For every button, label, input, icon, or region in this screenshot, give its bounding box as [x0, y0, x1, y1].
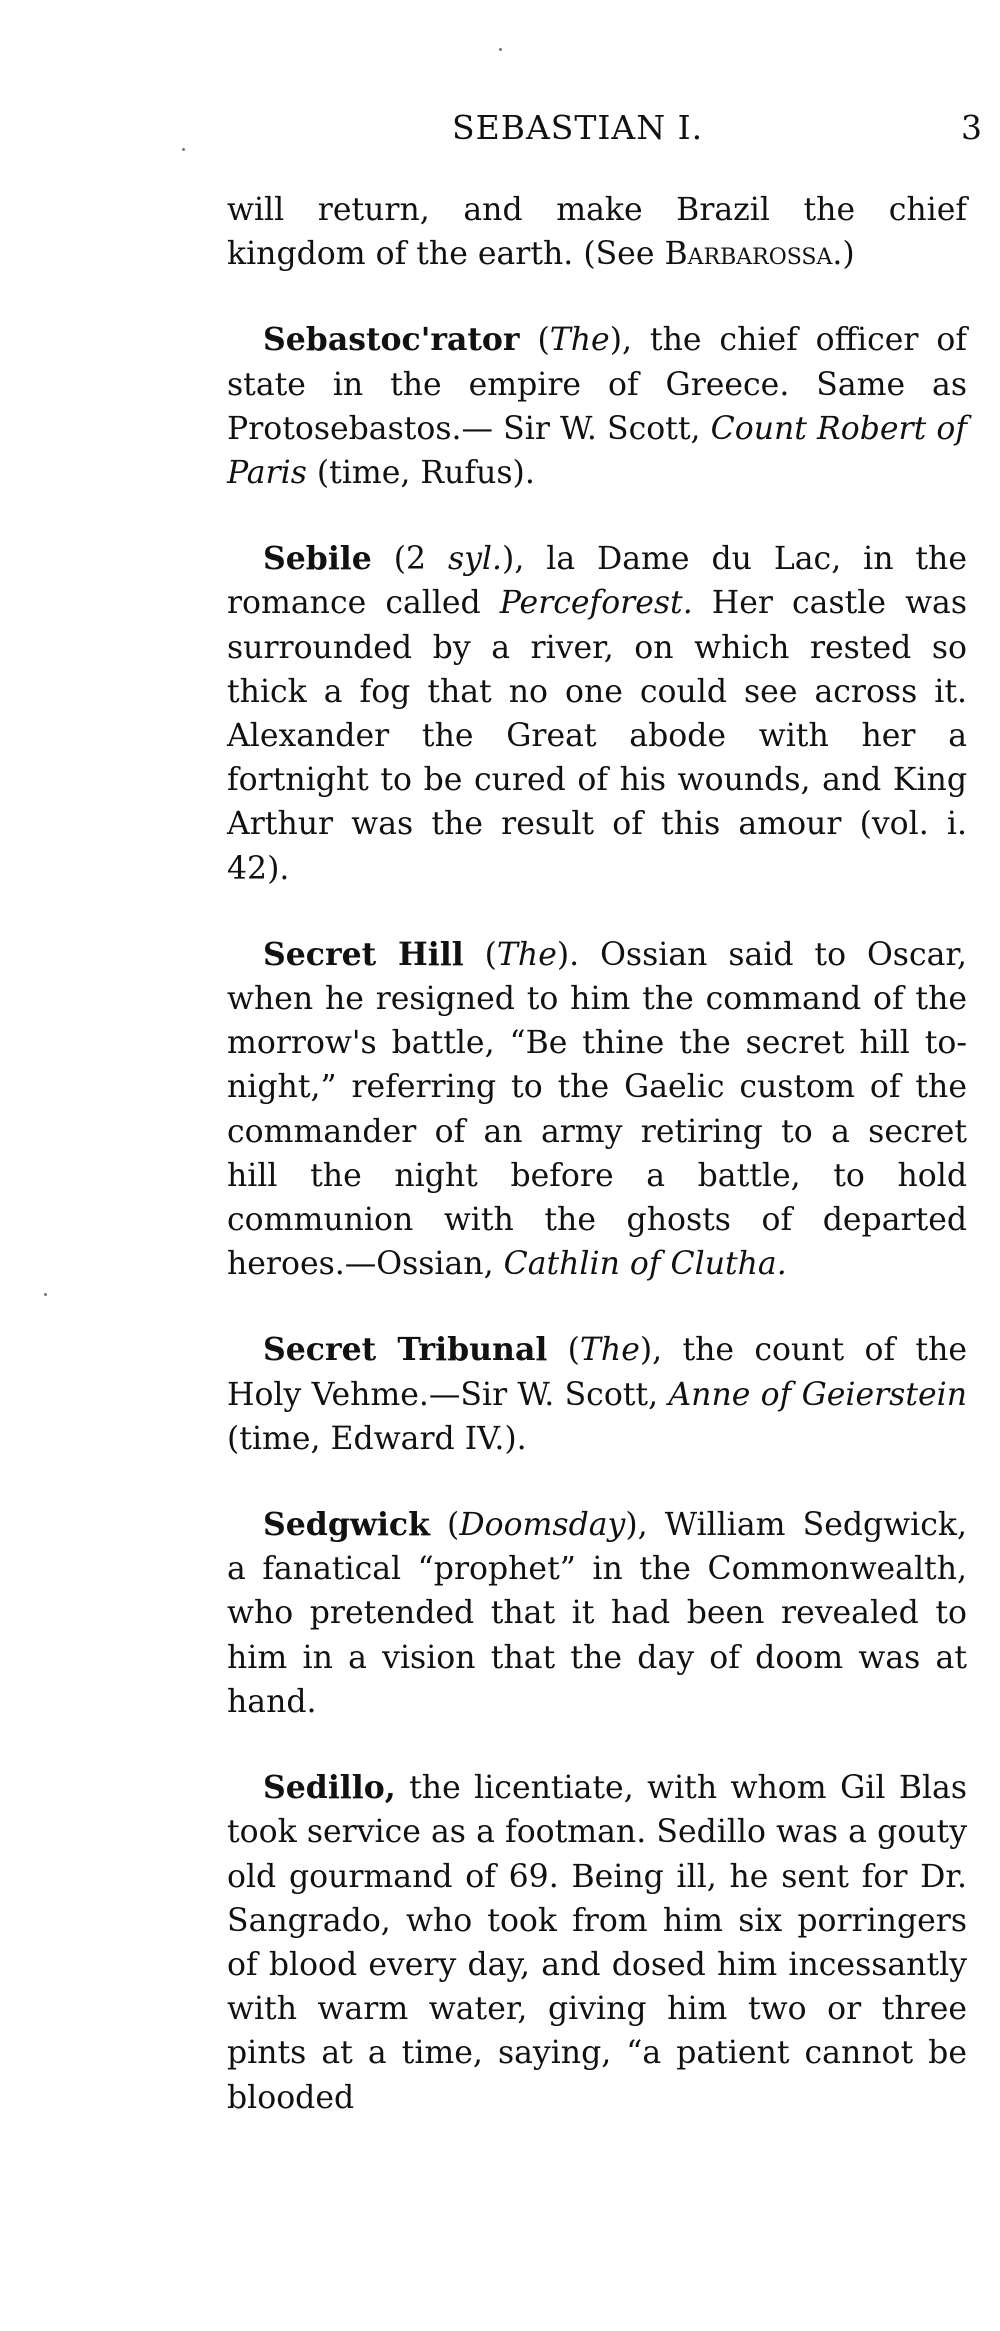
paper-speck [499, 48, 502, 51]
paren-italic: Doomsday [459, 1507, 626, 1544]
entry-headword: Secret Tribunal [263, 1331, 548, 1369]
page-header [0, 108, 1000, 154]
paren-open: ( [547, 1332, 580, 1369]
paren-italic: The [549, 322, 610, 359]
paper-speck [44, 1293, 47, 1296]
entry-sebastocrator [227, 318, 967, 495]
work-title: Perceforest. [499, 585, 693, 622]
entry-text: William Sedgwick, a fanatical “prophet” in the Commonwealth, who pretended that it had been revealed to him in a vision that the day of doom was at hand. [227, 1507, 967, 1720]
entry-continuation [227, 188, 967, 276]
paren-italic: The [579, 1332, 640, 1369]
paren-italic: syl. [447, 541, 503, 578]
paren-close [396, 1770, 409, 1806]
page-number: 3 [961, 108, 983, 147]
entry-sedgwick [227, 1503, 967, 1724]
entry-text: the chief officer of state in the empire of Greece. Same as Protosebastos.— Sir W. Scott, [227, 322, 967, 447]
entry-headword: Sebastoc'rator [263, 321, 520, 359]
entry-headword: Sebile [263, 540, 372, 578]
entry-text: will return, and make Brazil the chief kingdom of the earth. (See [227, 192, 967, 273]
paren-close: ), [639, 1332, 683, 1369]
paren-italic: The [496, 936, 557, 973]
entry-sedillo [227, 1766, 967, 2120]
paper-speck [182, 148, 185, 151]
entry-text-after: ) [842, 236, 855, 273]
entry-sebile [227, 537, 967, 891]
entry-text-after: (time, Edward IV.). [227, 1420, 527, 1457]
entry-text: la Dame du Lac, in the romance called [227, 541, 967, 622]
dictionary-entries [227, 188, 967, 2120]
cross-reference: Barbarossa. [664, 236, 843, 273]
entry-secret-tribunal [227, 1328, 967, 1461]
entry-text: Ossian said to Oscar, when he resigned to him the command of the morrow's battle, “Be thine the secret hill to-night,” referring to the Gaelic custom of the commander of an army retiring to a secret hill the night before a battle, to hold communion with the ghosts of departed heroes.—Ossian, [227, 936, 967, 1283]
entry-headword: Sedgwick [263, 1506, 430, 1544]
paren-close: ), [625, 1507, 665, 1544]
entry-text: the count of the Holy Vehme.—Sir W. Scott, [227, 1332, 967, 1413]
paren-open: ( [519, 322, 550, 359]
entry-text: the licentiate, with whom Gil Blas took service as a footman. Sedillo was a gouty old gourmand of 69. Being ill, he sent for Dr. Sangrado, who took from him six porringers of blood every day, and dosed him incessantly with warm water, giving him two or three pints at a time, saying, “a patient cannot be blooded [227, 1770, 967, 2116]
paren-open: ( [463, 936, 497, 973]
entry-text-after: Her castle was surrounded by a river, on which rested so thick a fog that no one could see across it. Alexander the Great abode with her a fortnight to be cured of his wounds, and King Arthur was the result of this amour (vol. i. 42). [227, 585, 967, 887]
paren-open: (2 [371, 541, 448, 578]
paren-close: ), [502, 541, 547, 578]
entry-text-after: (time, Rufus). [306, 455, 535, 492]
paren-open: ( [429, 1507, 460, 1544]
work-title: Anne of Geierstein [668, 1376, 967, 1413]
entry-headword: Sedillo, [263, 1769, 396, 1807]
entry-headword: Secret Hill [263, 935, 464, 973]
paren-close: ). [556, 936, 601, 973]
paren-close: ), [609, 322, 650, 359]
work-title: Count Robert of Paris [227, 410, 967, 492]
work-title: Cathlin of Clutha. [503, 1246, 787, 1283]
entry-secret-hill [227, 933, 967, 1287]
running-title: SEBASTIAN I. [452, 108, 704, 147]
